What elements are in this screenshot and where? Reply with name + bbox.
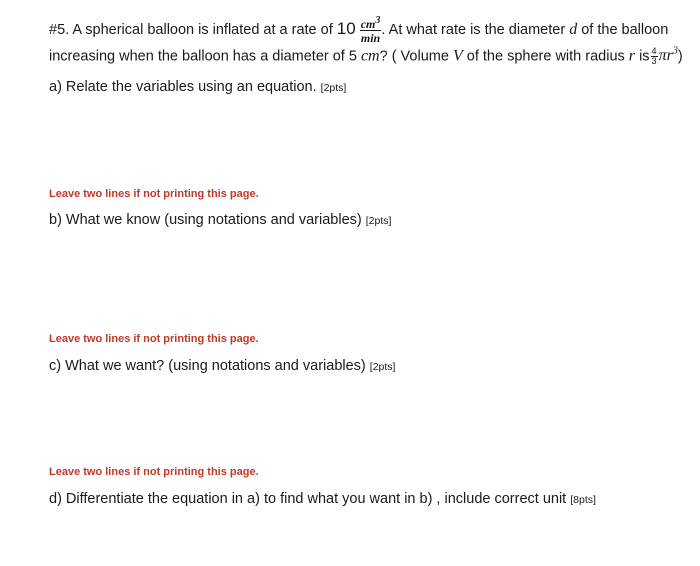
question-line2-b: ? ( Volume (379, 48, 449, 65)
close-paren: ) (677, 48, 683, 65)
question-text-b: of the balloon (581, 21, 669, 38)
var-d: d (569, 20, 578, 38)
question-line-1 (49, 16, 668, 44)
question-line-2 (49, 46, 683, 66)
var-r: r (628, 47, 636, 65)
four-thirds-fraction: $\frac{4}{3}$ (651, 46, 657, 66)
part-b-points: [2pts] (365, 215, 392, 227)
question-prefix: #5. A spherical balloon is inflated at a rate of (49, 21, 333, 38)
part-c-label: c) What we want? (using notations and variables) (49, 358, 366, 374)
question-line2-d: is (639, 48, 650, 65)
note-3: Leave two lines if not printing this page. (49, 466, 259, 478)
part-a (49, 79, 346, 95)
part-b-label: b) What we know (using notations and variables) (49, 212, 362, 228)
rate-value: 10 (336, 18, 356, 38)
part-d-points: [8pts] (570, 494, 596, 506)
question-line2-a: increasing when the balloon has a diameter of 5 (49, 48, 357, 65)
part-c-points: [2pts] (369, 361, 396, 373)
pi-r-cubed: $\pi r^3$ (658, 46, 678, 65)
note-2: Leave two lines if not printing this page. (49, 333, 259, 345)
note-1: Leave two lines if not printing this page. (49, 188, 259, 200)
part-a-points: [2pts] (320, 82, 347, 94)
rate-unit-denominator: min (360, 31, 381, 45)
part-c (49, 358, 395, 374)
part-a-label: a) Relate the variables using an equation. (49, 79, 317, 95)
part-d-label: d) Differentiate the equation in a) to find what you want in b) , include correct unit (49, 491, 567, 507)
unit-cm: cm (360, 47, 380, 65)
question-text-a: . At what rate is the diameter (381, 21, 566, 38)
part-d (49, 491, 596, 507)
rate-unit-numerator: $cm^3$ (360, 15, 381, 31)
part-b (49, 212, 391, 228)
var-V: V (452, 47, 463, 65)
rate-unit-fraction (360, 16, 382, 44)
question-line2-c: of the sphere with radius (466, 48, 625, 65)
